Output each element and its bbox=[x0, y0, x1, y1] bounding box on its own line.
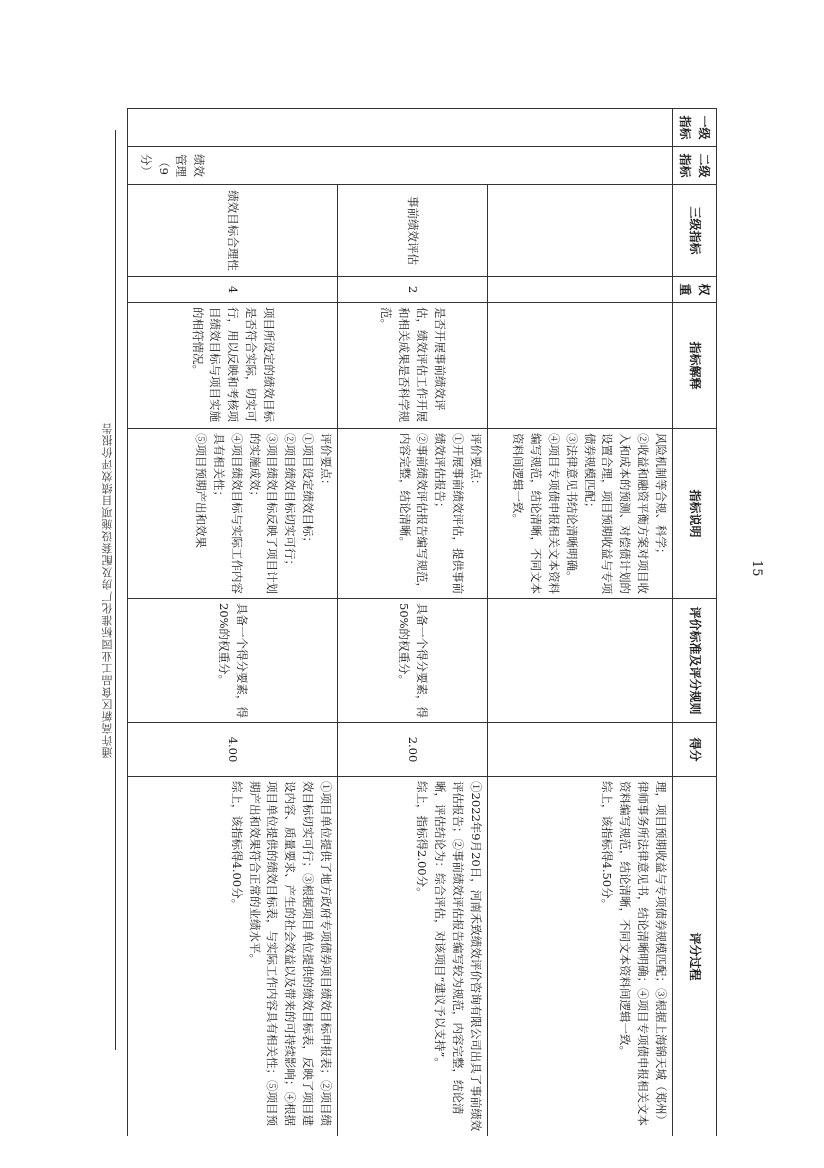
page-number: 15 bbox=[749, 560, 764, 577]
list-item: 风险机制等合规、科学； bbox=[653, 433, 668, 560]
rule-cell: 具备一个得分要素，得20%的权重分。 bbox=[128, 599, 338, 723]
list-item: ①开展事前绩效评估，提供事前绩效评估报告； bbox=[433, 433, 465, 594]
weight-cell: 4 bbox=[128, 277, 338, 303]
header-explanation: 指标解释 bbox=[672, 303, 716, 429]
running-header: 通许高新区食品工业园标准化厂房及配套设施项目绩效评价报告 bbox=[101, 422, 114, 758]
list-item: ①项目单位提供了地方政府专项债券项目绩效目标申报表；②项目绩效目标切实可行；③根据项目单位提供的绩效目标表，反映了项目建设内容、质量要求、产生的社会效益以及带来的可持续影响；④根据项目单位提供的绩效目标表，与实际工作内容具有相关性；⑤项目预期产出和效果符合正常的业绩水平。 bbox=[247, 781, 333, 1126]
process-cell bbox=[487, 777, 672, 1137]
table-row bbox=[487, 109, 672, 1137]
explanation-cell: 项目所设定的绩效目标是否符合实际，切实可行，用以反映和考核项目绩效目标与项目实施的相符情况。 bbox=[128, 303, 338, 429]
list-item: 理，项目预期收益与专项债券规模匹配；③根据上海锦天城（郑州）律师事务所法律意见书，结论清晰明确；④项目专项债申报相关文本资料编写规范，结论清晰，不同文本资料间逻辑一致。 bbox=[618, 781, 668, 1126]
list-item: 综上，该指标得4.50分。 bbox=[600, 781, 615, 911]
weight-cell: 2 bbox=[337, 277, 487, 303]
list-item: ④项目专项债申报相关文本资料编写规范，结论清晰，不同文本资料间逻辑一致。 bbox=[511, 433, 561, 594]
score-cell: 4.00 bbox=[128, 723, 338, 777]
header-process: 评分过程 bbox=[672, 777, 716, 1137]
rule-cell: 具备一个得分要素，得50%的权重分。 bbox=[337, 599, 487, 723]
score-cell: 2.00 bbox=[337, 723, 487, 777]
list-item: ⑤项目预期产出和效果 bbox=[194, 433, 209, 548]
header-weight: 权重 bbox=[672, 277, 716, 303]
list-item: ①2022年9月20日，河南禾致绩效评价咨询有限公司出具了事前绩效评估报告；②事前绩效评估报告编写较为规范，内容完整，结论清晰，评估结论为：综合评估，对该项目“建议予以支持”。 bbox=[433, 781, 483, 1132]
list-item: ①项目设定绩效目标； bbox=[301, 433, 315, 548]
process-cell bbox=[128, 777, 338, 1137]
list-item: ③法律意见书结论清晰明确。 bbox=[564, 433, 579, 583]
header-score: 得分 bbox=[672, 723, 716, 777]
description-cell bbox=[337, 429, 487, 599]
list-item: ④项目绩效目标与实际工作内容具有相关性； bbox=[211, 433, 244, 594]
level2-cell bbox=[128, 147, 673, 185]
level3-cell bbox=[487, 185, 672, 277]
weight-cell bbox=[487, 277, 672, 303]
table-viewport bbox=[127, 108, 717, 1136]
list-item: ②事前绩效评估报告编写规范，内容完整，结论清晰。 bbox=[397, 433, 430, 594]
header-description: 指标说明 bbox=[672, 429, 716, 599]
list-item: 评价要点： bbox=[468, 433, 483, 491]
header-rule: 评价标准及评分规则 bbox=[672, 599, 716, 723]
level1-cell bbox=[128, 109, 673, 147]
explanation-cell: 是否开展事前绩效评估，绩效评估工作开展和相关成果是否科学规范。 bbox=[337, 303, 487, 429]
explanation-cell bbox=[487, 303, 672, 429]
score-cell bbox=[487, 723, 672, 777]
list-item: 综上，该指标得4.00分。 bbox=[229, 781, 244, 911]
header-level1: 一级指标 bbox=[672, 109, 716, 147]
evaluation-table bbox=[127, 108, 717, 1136]
list-item: 评价要点： bbox=[318, 433, 333, 491]
process-cell bbox=[337, 777, 487, 1137]
list-item: ②项目绩效目标切实可行； bbox=[283, 433, 298, 571]
list-item: ③项目绩效目标反映了项目计划的实施成效； bbox=[247, 433, 280, 594]
level2-label: 绩效管理（9分） bbox=[138, 154, 207, 177]
table-row bbox=[337, 109, 487, 1137]
list-item: ②收益和融资平衡方案对项目收入和成本的预测、对偿债计划的设置合理，项目预期收益与专项债券规模匹配； bbox=[582, 433, 650, 594]
description-cell bbox=[487, 429, 672, 599]
rotated-table bbox=[127, 108, 717, 1136]
header-level3: 三级指标 bbox=[672, 185, 716, 277]
table-row bbox=[128, 109, 338, 1137]
header-level2: 二级指标 bbox=[672, 147, 716, 185]
level3-cell: 事前绩效评估 bbox=[337, 185, 487, 277]
rule-cell bbox=[487, 599, 672, 723]
level3-cell: 绩效目标合理性 bbox=[128, 185, 338, 277]
header-row bbox=[672, 109, 716, 1137]
description-cell bbox=[128, 429, 338, 599]
list-item: 综上，指标得2.00分。 bbox=[415, 781, 430, 899]
